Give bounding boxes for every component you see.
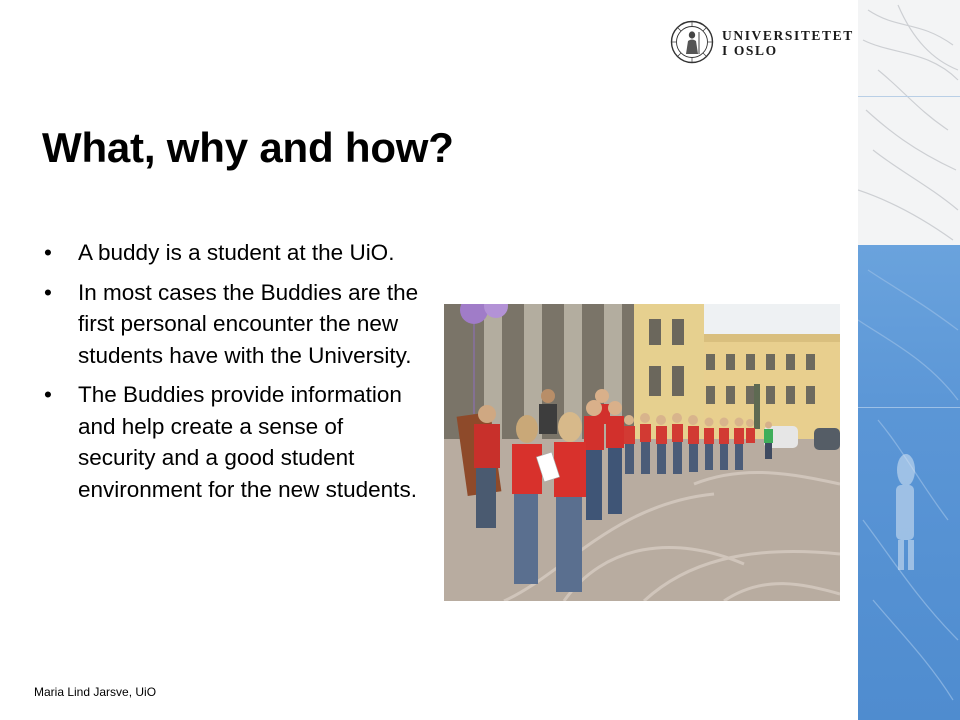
bullet-item — [44, 277, 424, 372]
bullet-item — [44, 379, 424, 505]
bullet-marker: • — [44, 382, 52, 407]
bullet-marker: • — [44, 240, 52, 265]
university-seal-icon — [670, 20, 714, 64]
photo-illustration — [444, 304, 840, 601]
side-engraving-icon — [858, 0, 960, 720]
bullet-item — [44, 237, 424, 269]
bullet-text: The Buddies provide information and help create a sense of security and a good student environment for the new students. — [78, 382, 417, 502]
footer-author: Maria Lind Jarsve, UiO — [34, 685, 157, 699]
university-logo — [670, 20, 854, 66]
logo-line-1: UNIVERSITETET — [722, 28, 854, 43]
side-divider — [858, 407, 960, 408]
logo-line-2: I OSLO — [722, 43, 778, 58]
bullet-text: A buddy is a student at the UiO. — [78, 240, 395, 265]
decorative-side-panel — [858, 0, 960, 720]
slide-title: What, why and how? — [42, 124, 454, 171]
side-divider — [858, 96, 960, 97]
bullet-text: In most cases the Buddies are the first personal encounter the new students have with the University. — [78, 279, 419, 368]
photo-buddies-university-square — [444, 304, 840, 601]
bullet-marker: • — [44, 279, 52, 305]
bullet-list — [44, 237, 424, 513]
